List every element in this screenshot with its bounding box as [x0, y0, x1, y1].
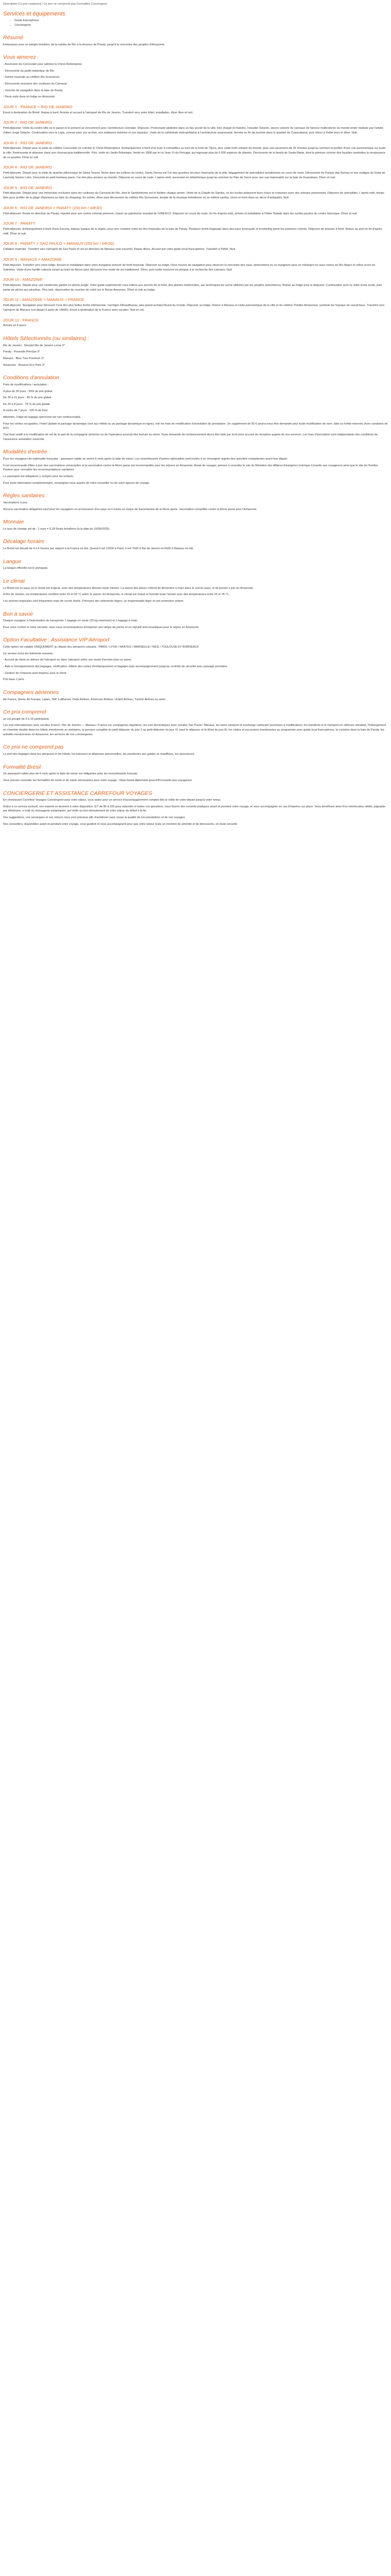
day-text: Arrivée en France. — [3, 324, 27, 328]
welcome-list — [3, 62, 388, 99]
service-item: • Conciergerie — [14, 23, 388, 28]
condition-item: De 30 à 21 jours : 40 % du prix global — [3, 396, 52, 400]
formality-brazil-title: Formalité Brésil — [3, 764, 41, 770]
price-includes-title: Ce prix comprend — [3, 709, 46, 716]
vip-option-text: Cette option est valable UNIQUEMENT au départ des aéroports suivants : PARIS / LYON / NANTES / MARSEILLE / NICE / TOULOUSE ET BORDEAUX — [3, 646, 199, 649]
hotel-item: Paraty : Pousada Principe 3* — [3, 350, 40, 354]
condition-item: A plus de 30 jours : 30% du prix global — [3, 389, 53, 393]
price-includes-text: un vol groupé de 3 à 16 participants — [3, 717, 49, 721]
day-title: JOUR 1 : FRANCE > RIO DE JANEIRO — [3, 104, 73, 109]
formalites-text: Pour les voyageurs de nationalité française : passeport valide au moins 6 mois après la date de retour. Les ressortissants d'autres nationalités sont invités à se renseigner auprès des autorités compétentes avant leur départ. — [3, 457, 288, 461]
day-text: Petit-déjeuner. Transfert vers votre lodge. Accueil et installation dans votre bungalow entouré de forêt tropicale. Déjeuner au lodge. Deux heures de navigation pour observer la rencontre des eaux, phénomène où se rejoignent sans se mélanger les eaux noires du Rio Negro et celles ocres du Solimões. Visite d'une famille cabocla vivant au bord du fleuve pour découvrir leur mode de vie traditionnel. Dîner, puis sortie nocturne en pirogue à la recherche des caïmans. Nuit. — [3, 263, 376, 272]
vip-option-title: Option Facultative : Assistance VIP Aéroport — [3, 637, 110, 643]
concierge-text: En choisissant Carrefour Voyages Conciergerie pour votre séjour, vous optez pour un service d'accompagnement complet dès la veille de votre départ jusqu'à votre retour. — [3, 799, 221, 802]
day-text: Petit-déjeuner. Embarquement à bord d'une Escuna, bateau typique de la région, pour une croisière entre les îles tropicales de la baie de Paraty. Plusieurs arrêts baignade dans des eaux émeraude et snorkeling parmi les poissons colorés. Déjeuner de poisson à bord. Retour au port en fin d'après-midi. Dîner et nuit. — [3, 228, 383, 235]
day-text: Collation matinale. Transfert vers l'aéroport de Sao Paulo et vol en direction de Manaus (non escorté). Repas libres. Accueil par votre guide local francophone. Transfert à l'hôtel. Nuit. — [3, 248, 236, 251]
climate-title: Le climat — [3, 578, 25, 584]
vip-option-text: - Gestion de n'importe quel imprévu avec le client — [3, 671, 67, 675]
good-to-know-text: Pour votre confort et votre sécurité, nous vous recommandons d'emporter une lampe de poche et un répulsif anti-moustiques pour le séjour en Amazonie. — [3, 625, 200, 629]
climate-text: Le Brésil est un pays où le climat est tropical, avec des températures élevées toute l'année. La saison des pluies s'étend de décembre à mars dans le sud du pays, et de janvier à juin en Amazonie. — [3, 586, 254, 590]
condition-item: A moins de 7 jours : 100 % de frais — [3, 409, 48, 413]
top-description: Description Cu prix comprend / Ce prix ne comprend pas Formalités Conciergerie — [3, 3, 107, 6]
day-title: JOUR 10 : AMAZONIE — [3, 277, 43, 282]
resume-text: Embarquez pour un périple brésilien, de la samba de Rio à la douceur de Paraty, jusqu'à la rencontre des peuples d'Amazonie. — [3, 43, 166, 46]
formalites-text: Le passeport est obligatoire y compris pour les enfants. — [3, 474, 74, 478]
price-excludes-text: Le port des bagages dans les aéroports et les hôtels, les boissons et dépenses personnelles, les pourboires aux guides et chauffeurs, les assurances. — [3, 753, 195, 756]
vip-option-text: Ce service inclut les éléments suivants : — [3, 652, 55, 655]
airlines-text: Air France, Iberia, Air Europa, Latam, TAP, Lufthansa, Delta Airlines, American Airlines, United Airlines, Turkish Airlines ou autre. — [3, 698, 167, 701]
hotels-title: Hôtels Sélectionnés (ou similaires) : — [3, 335, 89, 342]
hotel-item: Rio de Janeiro : Novotel Rio de Janeiro Leme 3* — [3, 344, 65, 347]
day-title: JOUR 3 : RIO DE JANEIRO — [3, 140, 52, 145]
timezone-title: Décalage horaire — [3, 538, 44, 545]
formalites-title: Modalités d'entrée : — [3, 449, 51, 455]
page — [0, 0, 391, 834]
vip-option-text: - Aide à l'enregistrement des bagages, vérification, édition des cartes d'embarquement et bagages puis accompagnement jusqu'au contrôle de sécurité avec passage prioritaire — [3, 665, 227, 668]
resume-title: Résumé — [3, 35, 24, 41]
day-title: JOUR 2 : RIO DE JANEIRO — [3, 120, 52, 125]
currency-title: Monnaie — [3, 519, 24, 526]
sanitary-text: Vaccinations à jour. — [3, 501, 28, 504]
conditions-text: Pour les ventes escapades, l'hotel Update et package dynamique (voir aux hôtels ou au package dynamique en ligne), voir les frais de modification d'annulation du prestataire. Un supplément de 50 € pourra vous être demandé pour toute modification de nom, date ou forfait réservés (hors variations de prix). — [3, 422, 388, 430]
vip-option-price: Prix base 2 pers — [3, 678, 24, 682]
day-title: JOUR 8 : PARATY > SAO PAULO > MANAUS (250 km / 04h30) — [3, 241, 115, 246]
day-text: Petit-déjeuner. Visite du centre-ville où le passé et le présent se rencontrent avec l'architecture coloniale. Déjeuner. Promenade pédestre dans un lieu secret de la ville, très chargé en histoire, l'escalier Selarón, œuvre colorée de carreaux de faïence multicolores du monde entier réalisée par l'artiste chilien Jorge Selarón. Continuation vers la Lapa, connue pour ses arches, son ambiance bohème et son aqueduc. Visite de la cathédrale métropolitaine à l'architecture surprenante. Arrivée en fin de journée dans le quartier de Copacabana, puis retour à l'hôtel pour le dîner. Nuit. — [3, 127, 383, 134]
day-text: Petit-déjeuner. Route en direction de Paraty, réputée pour son centre colonial préservé, classé au patrimoine mondial de l'UNESCO. Déjeuner en cours de route. En fin d'après-midi, arrivée et installation à l'hôtel. Balade dans les ruelles pavées du centre historique. Dîner et nuit. — [3, 212, 358, 215]
day-text: Envol à destination du Brésil. Repas à bord. Arrivée et accueil à l'aéroport de Rio de Janeiro. Transfert vers votre hôtel, installation, dîner libre et nuit. — [3, 111, 193, 114]
hotels-list — [3, 344, 388, 368]
day-title: JOUR 5 : RIO DE JANEIRO — [3, 185, 52, 190]
day-title: JOUR 4 : RIO DE JANEIRO — [3, 165, 52, 170]
itinerary — [3, 105, 388, 328]
welcome-title: Vous aimerez : — [3, 54, 39, 61]
currency-text: Le taux de change est de : 1 euro = 6,18 Reals brésiliens (à la date du 10/05/2025) — [3, 527, 109, 531]
sanitary-title: Règles sanitaires : — [3, 493, 48, 499]
language-text: La langue officielle est le portugais. — [3, 567, 48, 570]
day-text: Petit-déjeuner. Départ pour la visite du quartier pittoresque de Santa Teresa. Niché dans les collines du centre, Santa Teresa est l'un des quartiers les plus charmants de la ville, dégagement de spécialistes brésiliennes en cours de route. Découverte du Parque das Ruínas et ses vestiges du Solar de Laurinda Santos Lobo. Descente en petit tramway jaune, l'un des plus anciens au monde. Déjeuner en cours de route. L'après-midi, ascension en téléphérique jusqu'au sommet du Pain de Sucre pour une vue imprenable sur la baie de Guanabara. Dîner et nuit. — [3, 172, 385, 179]
welcome-item: - Soirée musicale au célèbre Rio Scenarium — [3, 76, 60, 79]
day-title: JOUR 6 : RIO DE JANEIRO > PARATY (250 km / 04h30) — [3, 205, 102, 210]
welcome-item: - Journée de navigation dans la baie de Paraty — [3, 89, 63, 92]
language-title: Langue — [3, 558, 22, 565]
welcome-item: - Découverte exclusive des coulisses du Carnaval — [3, 82, 67, 86]
day-text: Petit-déjeuner. Navigation pour découvrir l'une des plus belles forêts d'Amazonie, l'archipel d'Anavilhanas, plus grand archipel fluvial du monde. Déjeuner au lodge. Retour à Manaus et visite panoramique de la ville et du célèbre Théâtre Amazonas, symbole de l'époque du caoutchouc. Transfert vers l'aéroport de Manaus (vol départ à partir de 14h00). Envol à destination de la France avec escales. Nuit en vol. — [3, 304, 385, 312]
welcome-item: - Deux nuits dans un lodge en Amazonie — [3, 95, 55, 99]
vip-option-text: - Accueil du client en dehors de l'aéroport ou dans l'aéroport selon son mode d'arrivée (taxi ou autre) — [3, 658, 132, 662]
airlines-title: Compagnies aériennes — [3, 689, 59, 696]
condition-item: De 20 à 8 jours : 75 % du prix global — [3, 402, 50, 406]
welcome-item: - Ascension du Corcovado pour admirer le Christ Rédempteur — [3, 63, 82, 66]
services-title: Services et équipements — [3, 10, 66, 17]
day-text: Petit-déjeuner. Départ pour une randonnée guidée en pleine jungle. Votre guide expérimenté vous initiera aux secrets de la forêt, des plantes médicinales, aux techniques de survie utilisées par les peuples autochtones. Retour au lodge pour le déjeuner. Continuation avec la visite d'une école, puis partie de pêche aux piranhas. Plus tard, observation du coucher de soleil sur le fleuve Amazone. Dîner et nuit au lodge. — [3, 284, 382, 292]
condition-item: Attention, l'objet de bagage opéronnel est non remboursable. — [3, 416, 82, 419]
price-excludes-title: Ce prix ne comprend pas — [3, 744, 64, 751]
formality-brazil-text: Vous pouvez consulter les formalités de sortie et de santé nécessaires pour votre voyage : https://www.diplomatie.gouv.fr/fr/conseils-aux-voyageurs/ — [3, 778, 192, 782]
good-to-know-text: Chaque voyageur a l'autorisation de transporter 1 bagage en soute (23 kg maximum) et 1 bagage à main. — [3, 619, 138, 623]
day-title: JOUR 12 : FRANCE — [3, 317, 39, 323]
sanitary-text: Aucune vaccination obligatoire sauf pour les voyageurs en provenance d'un pays où il existe un risque de transmission de la fièvre jaune. Vaccination conseillée contre la fièvre jaune pour l'Amazonie. — [3, 507, 257, 511]
price-includes-text: Les vols internationaux avec escales France / Rio de Janeiro — Manaus / France sur compagnies régulières, les vols domestiques avec escales Sao Paulo / Manaus, les taxes aéroport et surcharge carburant (soumises à modification), les transferts et le transport en véhicule climatisé, l'hébergement en chambre double dans les hôtels mentionnés ou similaires, la pension complète du petit-déjeuner du jour 2 au petit-déjeuner du jour 11 (sauf le déjeuner et le dîner du jour 8), les visites et excursions mentionnées au programme avec guide local francophone, la croisière dans la baie de Paraty, les activités mentionnées en Amazonie, les services de nos conciergeries. — [3, 724, 386, 736]
conditions-text: Tout frais relatif à la modification de vol de la part de la compagnie aérienne ou de l'opérateur pourrait être facturé au client. Toute demande de remboursement devra être faite par écrit avec accusé de réception auprès de nos services. Les frais d'annulation sont indépendants des conditions de l'assurance annulation souscrite. — [3, 433, 378, 441]
formalites-text: Il est recommandé d'être à jour des vaccinations universelles et la vaccination contre la fièvre jaune est recommandée pour les séjours en Amazonie. Avant de voyager, pensez à consulter le site du Ministère des Affaires Étrangères (rubrique Conseils aux voyageurs) ainsi que le site de l'Institut Pasteur pour connaître les recommandations sanitaires. — [3, 464, 378, 472]
climate-text: Les averses tropicales sont fréquentes mais de courte durée. Prévoyez des vêtements légers, un imperméable léger et une protection solaire. — [3, 599, 185, 603]
day-title: JOUR 11 : AMAZONIE > MANAUS > FRANCE — [3, 297, 85, 302]
concierge-text: Vos suggestions, vos remarques et vos retours nous sont précieux afin d'améliorer sans cesse la qualité de nos prestations et de nos voyages. — [3, 816, 186, 820]
day-text: Petit-déjeuner. Départ pour la visite du célèbre Corcovado où culmine le Christ Rédempteur. Embarquement à bord d'un train à crémaillère au sein de la forêt de Tijuca, plus vaste forêt urbaine du monde, pour une ascension de 20 minutes jusqu'au sommet et profiter d'une vue panoramique sur toute la ville. Redescente et déjeuner dans une churrascaria traditionnelle. Puis, visite du Jardin Botanique, fondé en 1808 par le roi Jean VI du Portugal, qui regroupe plus de 6 500 espèces de plantes. Découverte de la favela de Santa Marta, dont la peinture colorée des façades symbolise la renaissance de ce quartier. Dîner et nuit. — [3, 147, 386, 159]
day-text: Petit-déjeuner. Départ pour une immersion exclusive dans les coulisses du Carnaval de Rio, dont le Sambódromo est le théâtre chaque année. Visite de la Cidade do Samba, où les écoles préparent leurs chars et costumes avec des artisans passionnés. Déjeuner de spécialités. L'après-midi, temps libre pour profiter de la plage d'Ipanema ou faire du shopping. En soirée, dîner puis découverte du célèbre Rio Scenarium, temple de la musique brésilienne où se mêlent samba, choro et forró dans un décor d'antiquités. Nuit. — [3, 192, 384, 200]
formality-brazil-text: Un passeport valide plus de 6 mois après la date de retour est obligatoire pour les ressortissants français. — [3, 772, 138, 776]
day-title: JOUR 9 : MANAUS > AMAZONIE — [3, 257, 62, 262]
day-title: JOUR 7 : PARATY — [3, 221, 36, 226]
good-to-know-title: Bon à savoir — [3, 611, 34, 617]
conditions-list — [3, 383, 388, 420]
timezone-text: Le Brésil est décalé de 4 à 5 heures par rapport à la France en été. Quand il est 12h00 à Paris, il est 7h00 à Rio de Janeiro et 6h00 à Manaus en été. — [3, 547, 194, 551]
welcome-item: - Découverte du jardin botanique de Rio — [3, 69, 54, 73]
hotel-item: Manaus : Blue Tree Premium 3* — [3, 357, 44, 360]
hotel-item: Amazonie : Amazon Eco Park 3* — [3, 363, 45, 367]
concierge-text: Grâce à ce service exclusif, nos experts se tiennent à votre disposition 7j/7 de 8h à 22h pour répondre à toutes vos questions, vous fournir des conseils pratiques avant et pendant votre voyage, et vous accompagner en cas d'imprévu sur place. Vous bénéficiez ainsi d'un interlocuteur dédié, joignable par téléphone, e-mail ou messagerie instantanée, qui veille au bon déroulement de votre séjour du début à la fin. — [3, 805, 385, 813]
services-list — [3, 19, 388, 27]
concierge-title: CONCIERGERIE ET ASSISTANCE CARREFOUR VOYAGES — [3, 790, 152, 796]
condition-item: Frais de modifications / annulation : — [3, 383, 48, 386]
concierge-text: Nos conseillers, disponibles avant et pendant votre voyage, vous guident et vous accompagnent pour que votre séjour reste un moment de sérénité et de découverte, en toute sécurité. — [3, 822, 238, 826]
conditions-title: Conditions d'annulation — [3, 375, 59, 381]
service-item: • Guide francophone — [14, 19, 388, 23]
climate-text: A Rio de Janeiro, les températures oscillent entre 20 et 30 °C selon la saison. En Amazonie, le climat est chaud et humide toute l'année avec des températures entre 25 et 35 °C. — [3, 593, 230, 597]
formalites-text: Pour toute information complémentaire, renseignez-vous auprès de votre conseiller ou de votre agence de voyage. — [3, 481, 150, 485]
